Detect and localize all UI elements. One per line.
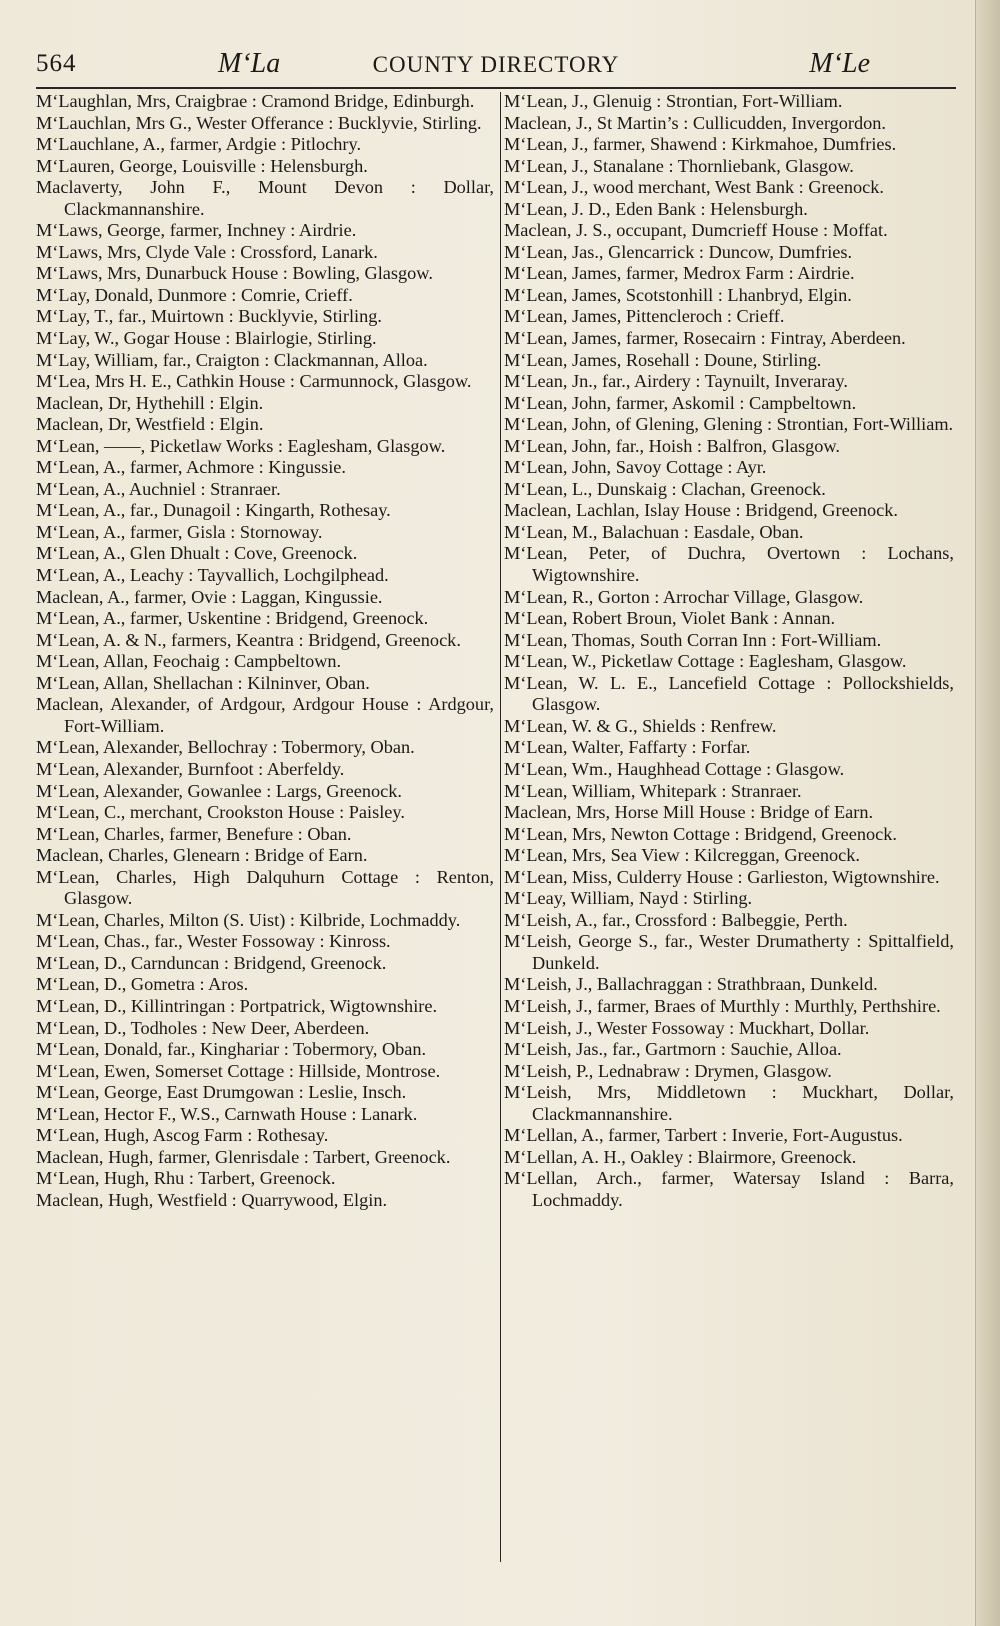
directory-entry: M‘Lean, Hector F., W.S., Carnwath House : Lanark. (36, 1103, 418, 1124)
directory-entry: M‘Lean, A., farmer, Achmore : Kingussie. (36, 457, 346, 478)
directory-entry: M‘Lean, Hugh, Ascog Farm : Rothesay. (36, 1125, 329, 1146)
directory-entry: M‘Lean, A., Auchniel : Stranraer. (36, 478, 281, 499)
directory-entry: M‘Lean, ——, Picketlaw Works : Eaglesham, Glasgow. (36, 435, 446, 456)
directory-entry: M‘Leish, J., Wester Fossoway : Muckhart, Dollar. (504, 1017, 870, 1038)
directory-entry: M‘Lay, William, far., Craigton : Clackmannan, Alloa. (36, 349, 428, 370)
directory-entry: M‘Lay, T., far., Muirtown : Bucklyvie, Stirling. (36, 306, 382, 327)
directory-entry: M‘Lean, Ewen, Somerset Cottage : Hillside, Montrose. (36, 1060, 441, 1081)
directory-entry: M‘Lean, George, East Drumgowan : Leslie, Insch. (36, 1082, 407, 1103)
directory-entry: M‘Lean, D., Gometra : Aros. (36, 974, 249, 995)
directory-entry: M‘Leish, A., far., Crossford : Balbeggie, Perth. (504, 909, 848, 930)
directory-entry: M‘Leish, P., Lednabraw : Drymen, Glasgow. (504, 1060, 832, 1081)
directory-entry: M‘Lean, W. & G., Shields : Renfrew. (504, 715, 777, 736)
directory-entry: M‘Laws, Mrs, Dunarbuck House : Bowling, Glasgow. (36, 263, 433, 284)
directory-entry: M‘Lauchlane, A., farmer, Ardgie : Pitlochry. (36, 134, 362, 155)
directory-entry: M‘Leish, Jas., far., Gartmorn : Sauchie, Alloa. (504, 1039, 842, 1060)
directory-entry: M‘Lean, C., merchant, Crookston House : Paisley. (36, 802, 405, 823)
directory-entry: M‘Laws, Mrs, Clyde Vale : Crossford, Lanark. (36, 241, 378, 262)
directory-entry: M‘Lean, James, farmer, Medrox Farm : Airdrie. (504, 263, 855, 284)
directory-entry: Maclean, J., St Martin’s : Cullicudden, Invergordon. (504, 112, 886, 133)
directory-entry: M‘Lean, Allan, Shellachan : Kilninver, Oban. (36, 672, 370, 693)
directory-entry: M‘Lean, M., Balachuan : Easdale, Oban. (504, 521, 804, 542)
page-edge (975, 0, 1000, 1626)
directory-entry: M‘Lauren, George, Louisville : Helensburgh. (36, 155, 368, 176)
directory-entry: M‘Lean, Miss, Culderry House : Garlieston, Wigtownshire. (504, 866, 940, 887)
directory-entry: M‘Lean, Jn., far., Airdery : Taynuilt, Inveraray. (504, 371, 848, 392)
directory-entry: M‘Lean, D., Carnduncan : Bridgend, Greenock. (36, 952, 387, 973)
directory-entry: M‘Lean, J., Glenuig : Strontian, Fort-William. (504, 91, 843, 111)
directory-entry: M‘Leish, Mrs, Middletown : Muckhart, Dollar, Clackmannanshire. (504, 1082, 954, 1124)
directory-entry: Maclean, Dr, Hythehill : Elgin. (36, 392, 264, 413)
directory-entry: M‘Lean, James, farmer, Rosecairn : Fintray, Aberdeen. (504, 328, 906, 349)
directory-entry: M‘Lean, A., farmer, Gisla : Stornoway. (36, 521, 323, 542)
right-running-key: M‘Le (809, 48, 870, 79)
directory-entry: M‘Laughlan, Mrs, Craigbrae : Cramond Bridge, Edinburgh. (36, 91, 475, 111)
directory-entry: M‘Lean, Alexander, Burnfoot : Aberfeldy. (36, 758, 345, 779)
directory-entry: M‘Lean, Mrs, Sea View : Kilcreggan, Greenock. (504, 845, 860, 866)
directory-entry: M‘Lellan, A. H., Oakley : Blairmore, Greenock. (504, 1146, 857, 1167)
page-title: COUNTY DIRECTORY (372, 52, 620, 77)
directory-entry: M‘Lean, L., Dunskaig : Clachan, Greenock. (504, 478, 826, 499)
directory-entry: Maclean, Alexander, of Ardgour, Ardgour House : Ardgour, Fort-William. (36, 694, 494, 736)
header-rule (36, 87, 956, 89)
directory-entry: M‘Lea, Mrs H. E., Cathkin House : Carmunnock, Glasgow. (36, 371, 472, 392)
directory-entry: Maclean, Lachlan, Islay House : Bridgend, Greenock. (504, 500, 898, 521)
directory-entry: Maclaverty, John F., Mount Devon : Dollar, Clackmannanshire. (36, 177, 494, 219)
directory-entry: M‘Lean, John, farmer, Askomil : Campbeltown. (504, 392, 857, 413)
directory-entry: Maclean, A., farmer, Ovie : Laggan, Kingussie. (36, 586, 383, 607)
directory-entry: M‘Lean, D., Todholes : New Deer, Aberdeen. (36, 1017, 370, 1038)
directory-entry: M‘Lean, Walter, Faffarty : Forfar. (504, 737, 751, 758)
directory-entry: M‘Lean, Alexander, Gowanlee : Largs, Greenock. (36, 780, 402, 801)
directory-entry: Maclean, Charles, Glenearn : Bridge of Earn. (36, 845, 368, 866)
page-number: 564 (36, 50, 77, 77)
directory-entry: M‘Lean, John, far., Hoish : Balfron, Glasgow. (504, 435, 840, 456)
directory-entry: M‘Lean, Alexander, Bellochray : Tobermory, Oban. (36, 737, 415, 758)
directory-entry: M‘Lean, Donald, far., Kinghariar : Tobermory, Oban. (36, 1039, 427, 1060)
directory-entry: M‘Lean, A., Leachy : Tayvallich, Lochgilphead. (36, 565, 389, 586)
directory-entry: M‘Lean, J., Stanalane : Thornliebank, Glasgow. (504, 155, 854, 176)
directory-entry: M‘Leay, William, Nayd : Stirling. (504, 888, 753, 909)
directory-entry: M‘Lellan, A., farmer, Tarbert : Inverie, Fort-Augustus. (504, 1125, 903, 1146)
directory-entry: M‘Lean, William, Whitepark : Stranraer. (504, 780, 802, 801)
directory-entry: M‘Lean, R., Gorton : Arrochar Village, Glasgow. (504, 586, 864, 607)
directory-entry: M‘Lean, John, of Glening, Glening : Strontian, Fort-William. (504, 414, 954, 435)
directory-entry: M‘Lean, Allan, Feochaig : Campbeltown. (36, 651, 342, 672)
directory-entry: M‘Leish, George S., far., Wester Drumatherty : Spittalfield, Dunkeld. (504, 931, 954, 973)
directory-entry: M‘Lean, Thomas, South Corran Inn : Fort-William. (504, 629, 882, 650)
directory-entry: Maclean, Hugh, farmer, Glenrisdale : Tarbert, Greenock. (36, 1146, 451, 1167)
page-header (36, 48, 956, 88)
directory-entry: M‘Lean, Charles, High Dalquhurn Cottage : Renton, Glasgow. (36, 866, 494, 909)
directory-entry: M‘Lean, A. & N., farmers, Keantra : Bridgend, Greenock. (36, 629, 461, 650)
left-column (36, 91, 494, 1211)
directory-entry: Maclean, Dr, Westfield : Elgin. (36, 414, 264, 435)
directory-entry: M‘Laws, George, farmer, Inchney : Airdrie. (36, 220, 357, 241)
directory-entry: M‘Lean, A., Glen Dhualt : Cove, Greenock. (36, 543, 358, 564)
directory-entry: M‘Lean, Robert Broun, Violet Bank : Annan. (504, 608, 836, 629)
directory-entry: M‘Lean, Charles, Milton (S. Uist) : Kilbride, Lochmaddy. (36, 909, 461, 930)
directory-entry: M‘Lean, Wm., Haughhead Cottage : Glasgow. (504, 758, 845, 779)
directory-entry: Maclean, Mrs, Horse Mill House : Bridge of Earn. (504, 802, 874, 823)
directory-entry: M‘Lean, James, Scotstonhill : Lhanbryd, Elgin. (504, 284, 852, 305)
directory-entry: M‘Lauchlan, Mrs G., Wester Offerance : Bucklyvie, Stirling. (36, 112, 482, 133)
right-column (504, 91, 954, 1211)
directory-entry: M‘Leish, J., Ballachraggan : Strathbraan, Dunkeld. (504, 974, 878, 995)
directory-entry: M‘Lean, W. L. E., Lancefield Cottage : Pollockshields, Glasgow. (504, 672, 954, 715)
directory-entry: Maclean, J. S., occupant, Dumcrieff House : Moffat. (504, 220, 888, 241)
directory-entry: Maclean, Hugh, Westfield : Quarrywood, Elgin. (36, 1189, 388, 1210)
directory-entry: M‘Lean, J. D., Eden Bank : Helensburgh. (504, 198, 808, 219)
directory-entry: M‘Lean, John, Savoy Cottage : Ayr. (504, 457, 767, 478)
directory-entry: M‘Lean, D., Killintringan : Portpatrick, Wigtownshire. (36, 995, 438, 1016)
directory-entry: M‘Lay, Donald, Dunmore : Comrie, Crieff. (36, 284, 353, 305)
directory-entry: M‘Lean, Mrs, Newton Cottage : Bridgend, Greenock. (504, 823, 897, 844)
directory-entry: M‘Leish, J., farmer, Braes of Murthly : Murthly, Perthshire. (504, 995, 941, 1016)
directory-entry: M‘Lean, J., farmer, Shawend : Kirkmahoe, Dumfries. (504, 134, 897, 155)
directory-entry: M‘Lean, James, Rosehall : Doune, Stirling. (504, 349, 822, 370)
directory-entry: M‘Lean, Peter, of Duchra, Overtown : Lochans, Wigtownshire. (504, 543, 954, 586)
directory-entry: M‘Lean, Chas., far., Wester Fossoway : Kinross. (36, 931, 391, 952)
left-running-key: M‘La (218, 48, 281, 79)
directory-entry: M‘Lean, Hugh, Rhu : Tarbert, Greenock. (36, 1168, 336, 1189)
directory-entry: M‘Lean, Charles, farmer, Benefure : Oban. (36, 823, 352, 844)
directory-entry: M‘Lean, A., far., Dunagoil : Kingarth, Rothesay. (36, 500, 391, 521)
column-divider (500, 92, 501, 1562)
directory-entry: M‘Lean, W., Picketlaw Cottage : Eaglesham, Glasgow. (504, 651, 907, 672)
directory-entry: M‘Lean, J., wood merchant, West Bank : Greenock. (504, 177, 884, 198)
directory-entry: M‘Lay, W., Gogar House : Blairlogie, Stirling. (36, 328, 377, 349)
directory-entry: M‘Lellan, Arch., farmer, Watersay Island : Barra, Lochmaddy. (504, 1168, 954, 1210)
directory-entry: M‘Lean, James, Pittencleroch : Crieff. (504, 306, 785, 327)
directory-entry: M‘Lean, A., farmer, Uskentine : Bridgend, Greenock. (36, 608, 429, 629)
directory-entry: M‘Lean, Jas., Glencarrick : Duncow, Dumfries. (504, 241, 853, 262)
